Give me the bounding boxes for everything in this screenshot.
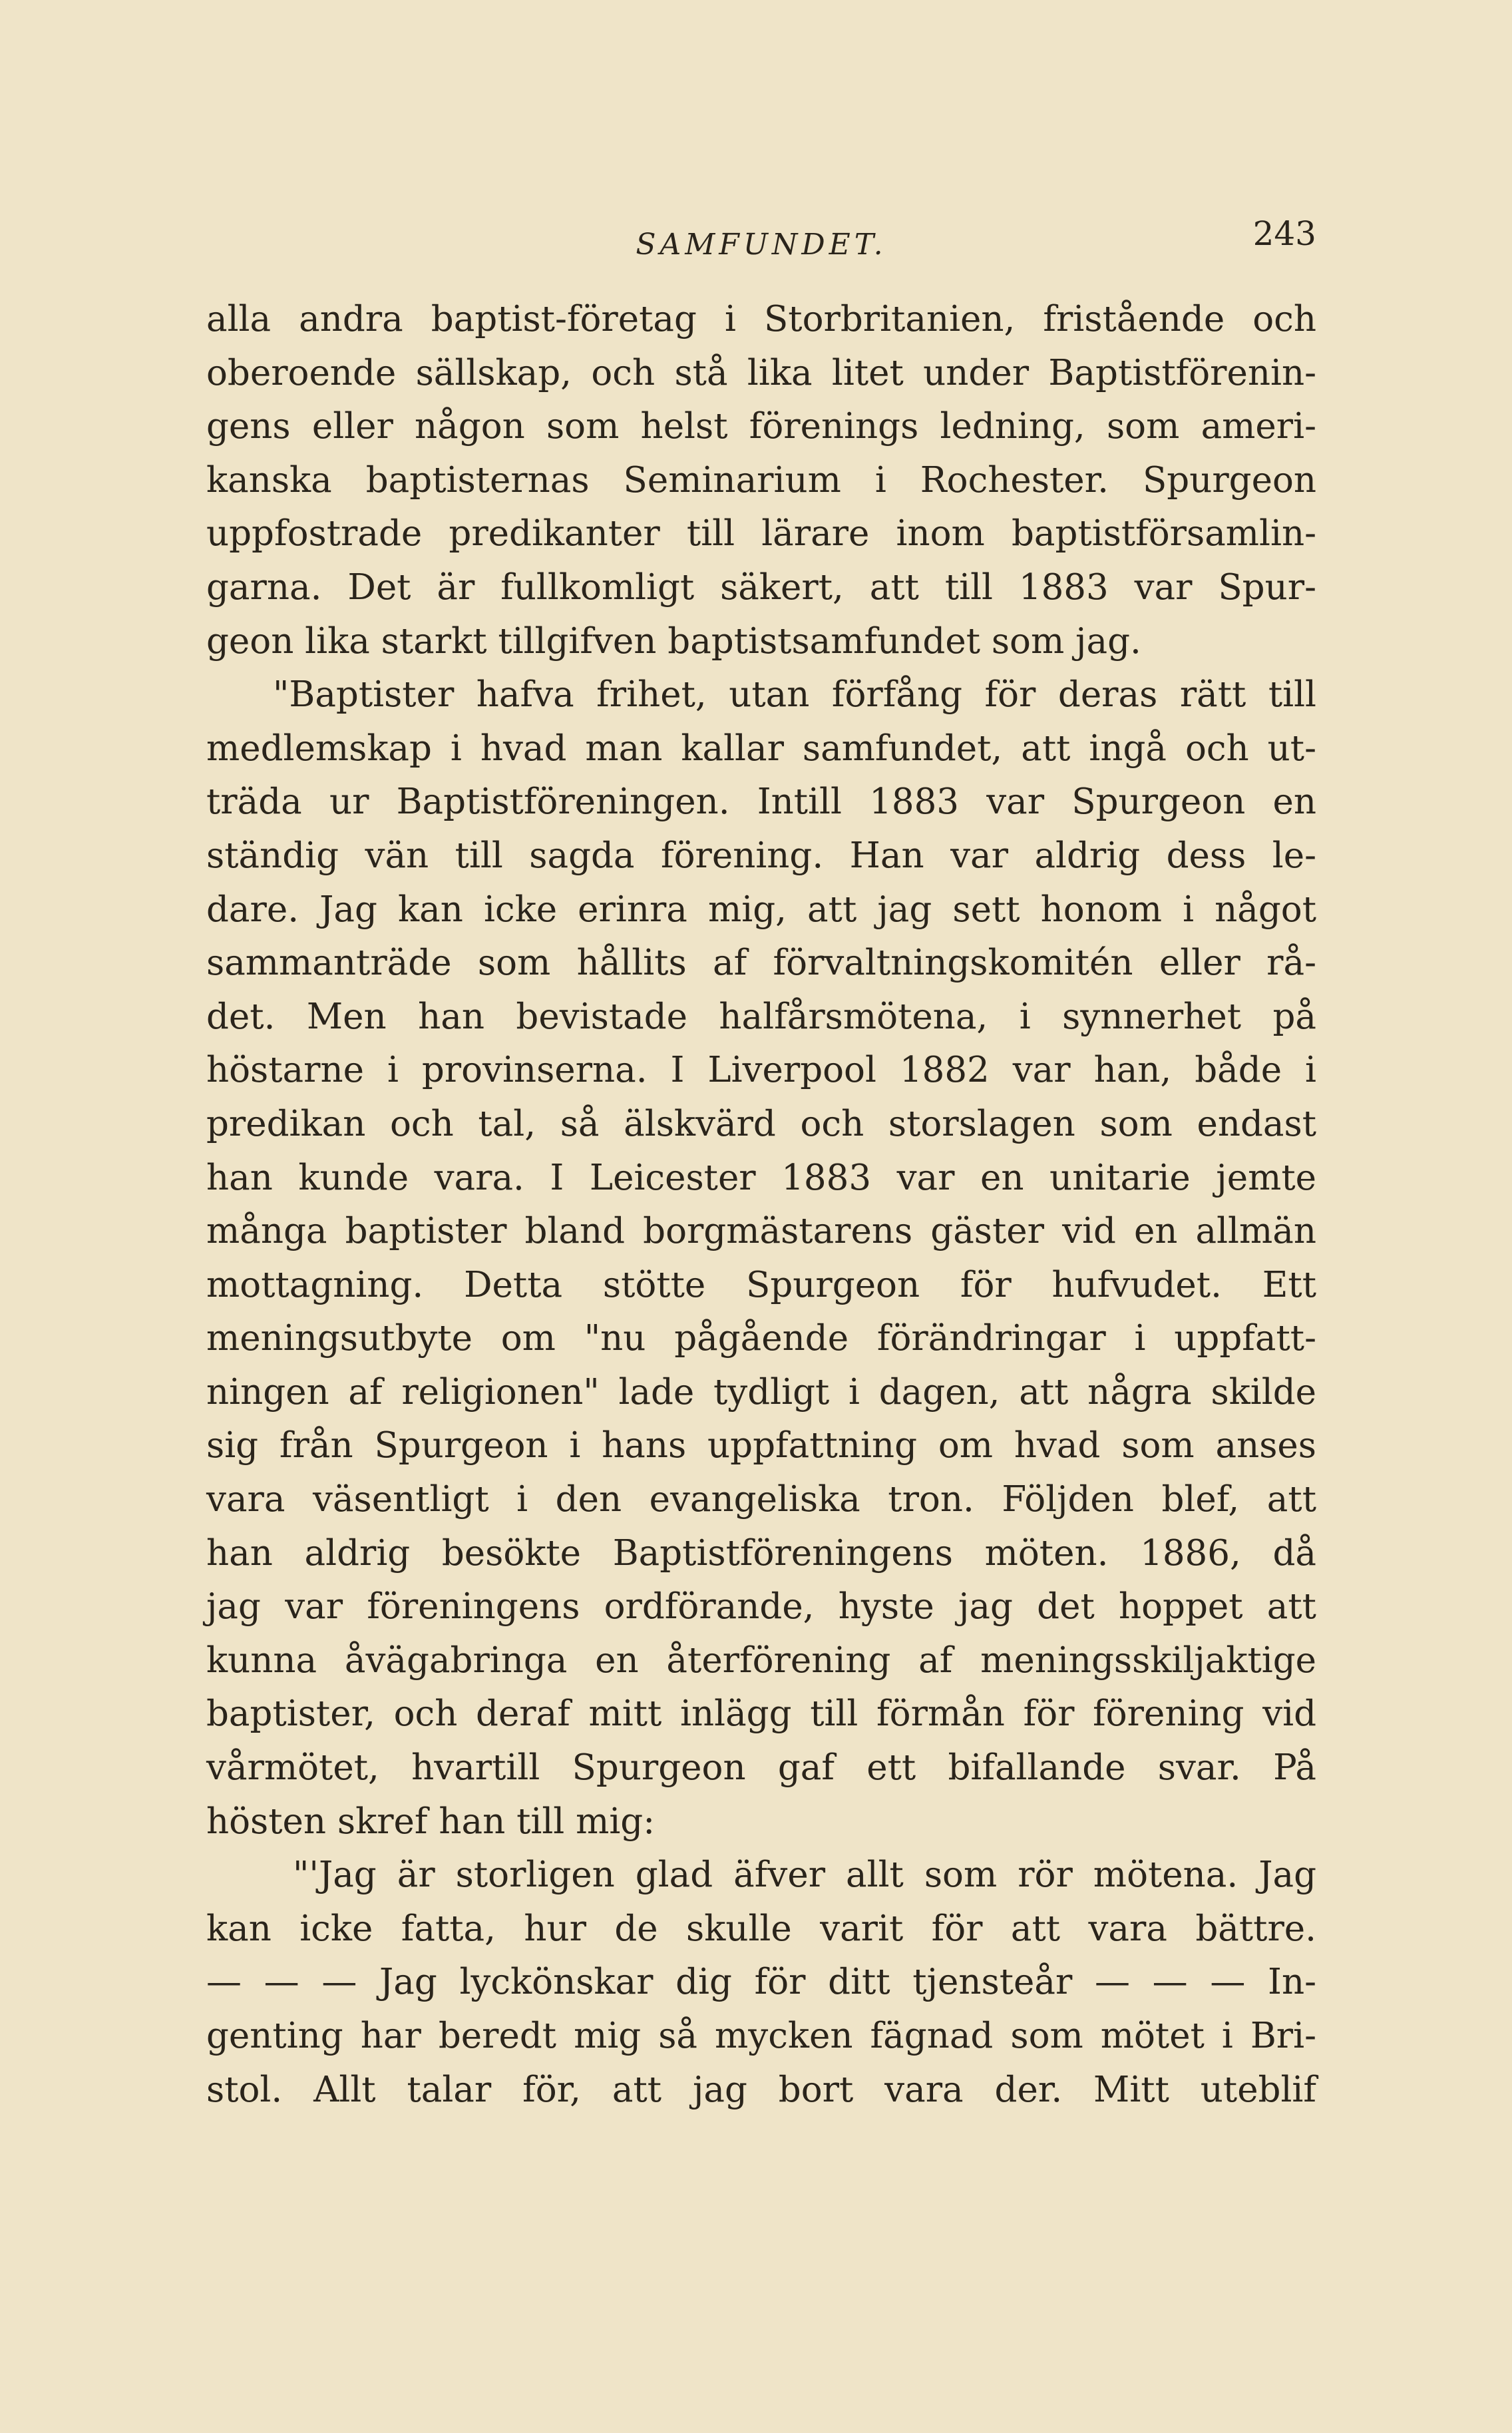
text-line: han aldrig besökte Baptistföreningens möten. 1886, då [206,1532,1316,1574]
text-line: träda ur Baptistföreningen. Intill 1883 var Spurgeon en [206,781,1316,823]
running-title: SAMFUNDET. [636,228,887,262]
text-line: predikan och tal, så älskvärd och storslagen som endast [206,1103,1316,1144]
text-line: stol. Allt talar för, att jag bort vara der. Mitt uteblif [206,2069,1316,2110]
body-text [206,293,1316,2117]
text-line: uppfostrade predikanter till lärare inom baptistförsamlin- [206,513,1316,554]
text-line: många baptister bland borgmästarens gäster vid en allmän [206,1211,1316,1252]
text-line: medlemskap i hvad man kallar samfundet, att ingå och ut- [206,728,1316,769]
text-line: höstarne i provinserna. I Liverpool 1882 var han, både i [206,1050,1316,1091]
text-line: han kunde vara. I Leicester 1883 var en unitarie jemte [206,1157,1316,1198]
text-line: dare. Jag kan icke erinra mig, att jag sett honom i något [206,889,1316,930]
text-line: "'Jag är storligen glad äfver allt som rör mötena. Jag [293,1855,1316,1896]
text-line: kanska baptisternas Seminarium i Rochester. Spurgeon [206,459,1316,501]
text-line: meningsutbyte om "nu pågående förändringar i uppfatt- [206,1318,1316,1359]
text-line: vara väsentligt i den evangeliska tron. Följden blef, att [206,1479,1316,1520]
text-line: "Baptister hafva frihet, utan förfång för deras rätt till [273,674,1316,716]
text-line: geon lika starkt tillgifven baptistsamfundet som jag. [206,620,1141,662]
text-line: ständig vän till sagda förening. Han var aldrig dess le- [206,835,1316,876]
text-line: oberoende sällskap, och stå lika litet under Baptistförenin- [206,352,1316,393]
text-line: kunna åvägabringa en återförening af meningsskiljaktige [206,1640,1316,1681]
text-line: baptister, och deraf mitt inlägg till förmån för förening vid [206,1693,1316,1735]
text-line: hösten skref han till mig: [206,1801,656,1842]
text-line: gens eller någon som helst förenings ledning, som ameri- [206,406,1316,447]
text-line: — — — Jag lyckönskar dig för ditt tjensteår — — — In- [206,1962,1316,2003]
text-line: jag var föreningens ordförande, hyste jag det hoppet att [206,1586,1316,1628]
text-line: genting har beredt mig så mycken fägnad som mötet i Bri- [206,2016,1316,2056]
running-head [206,214,1316,272]
text-line: sammanträde som hållits af förvaltningskomitén eller rå- [206,943,1316,984]
text-line: mottagning. Detta stötte Spurgeon för hufvudet. Ett [206,1264,1316,1305]
text-line: ningen af religionen" lade tydligt i dagen, att några skilde [206,1371,1316,1413]
text-line: garna. Det är fullkomligt säkert, att till 1883 var Spur- [206,566,1316,608]
text-line: kan icke fatta, hur de skulle varit för att vara bättre. [206,1908,1316,1949]
text-line: det. Men han bevistade halfårsmötena, i synnerhet på [206,996,1316,1037]
page-number: 243 [1252,214,1316,253]
text-line: vårmötet, hvartill Spurgeon gaf ett bifallande svar. På [206,1747,1316,1789]
text-line: sig från Spurgeon i hans uppfattning om hvad som anses [206,1425,1316,1466]
text-line: alla andra baptist-företag i Storbritanien, fristående och [206,299,1316,339]
